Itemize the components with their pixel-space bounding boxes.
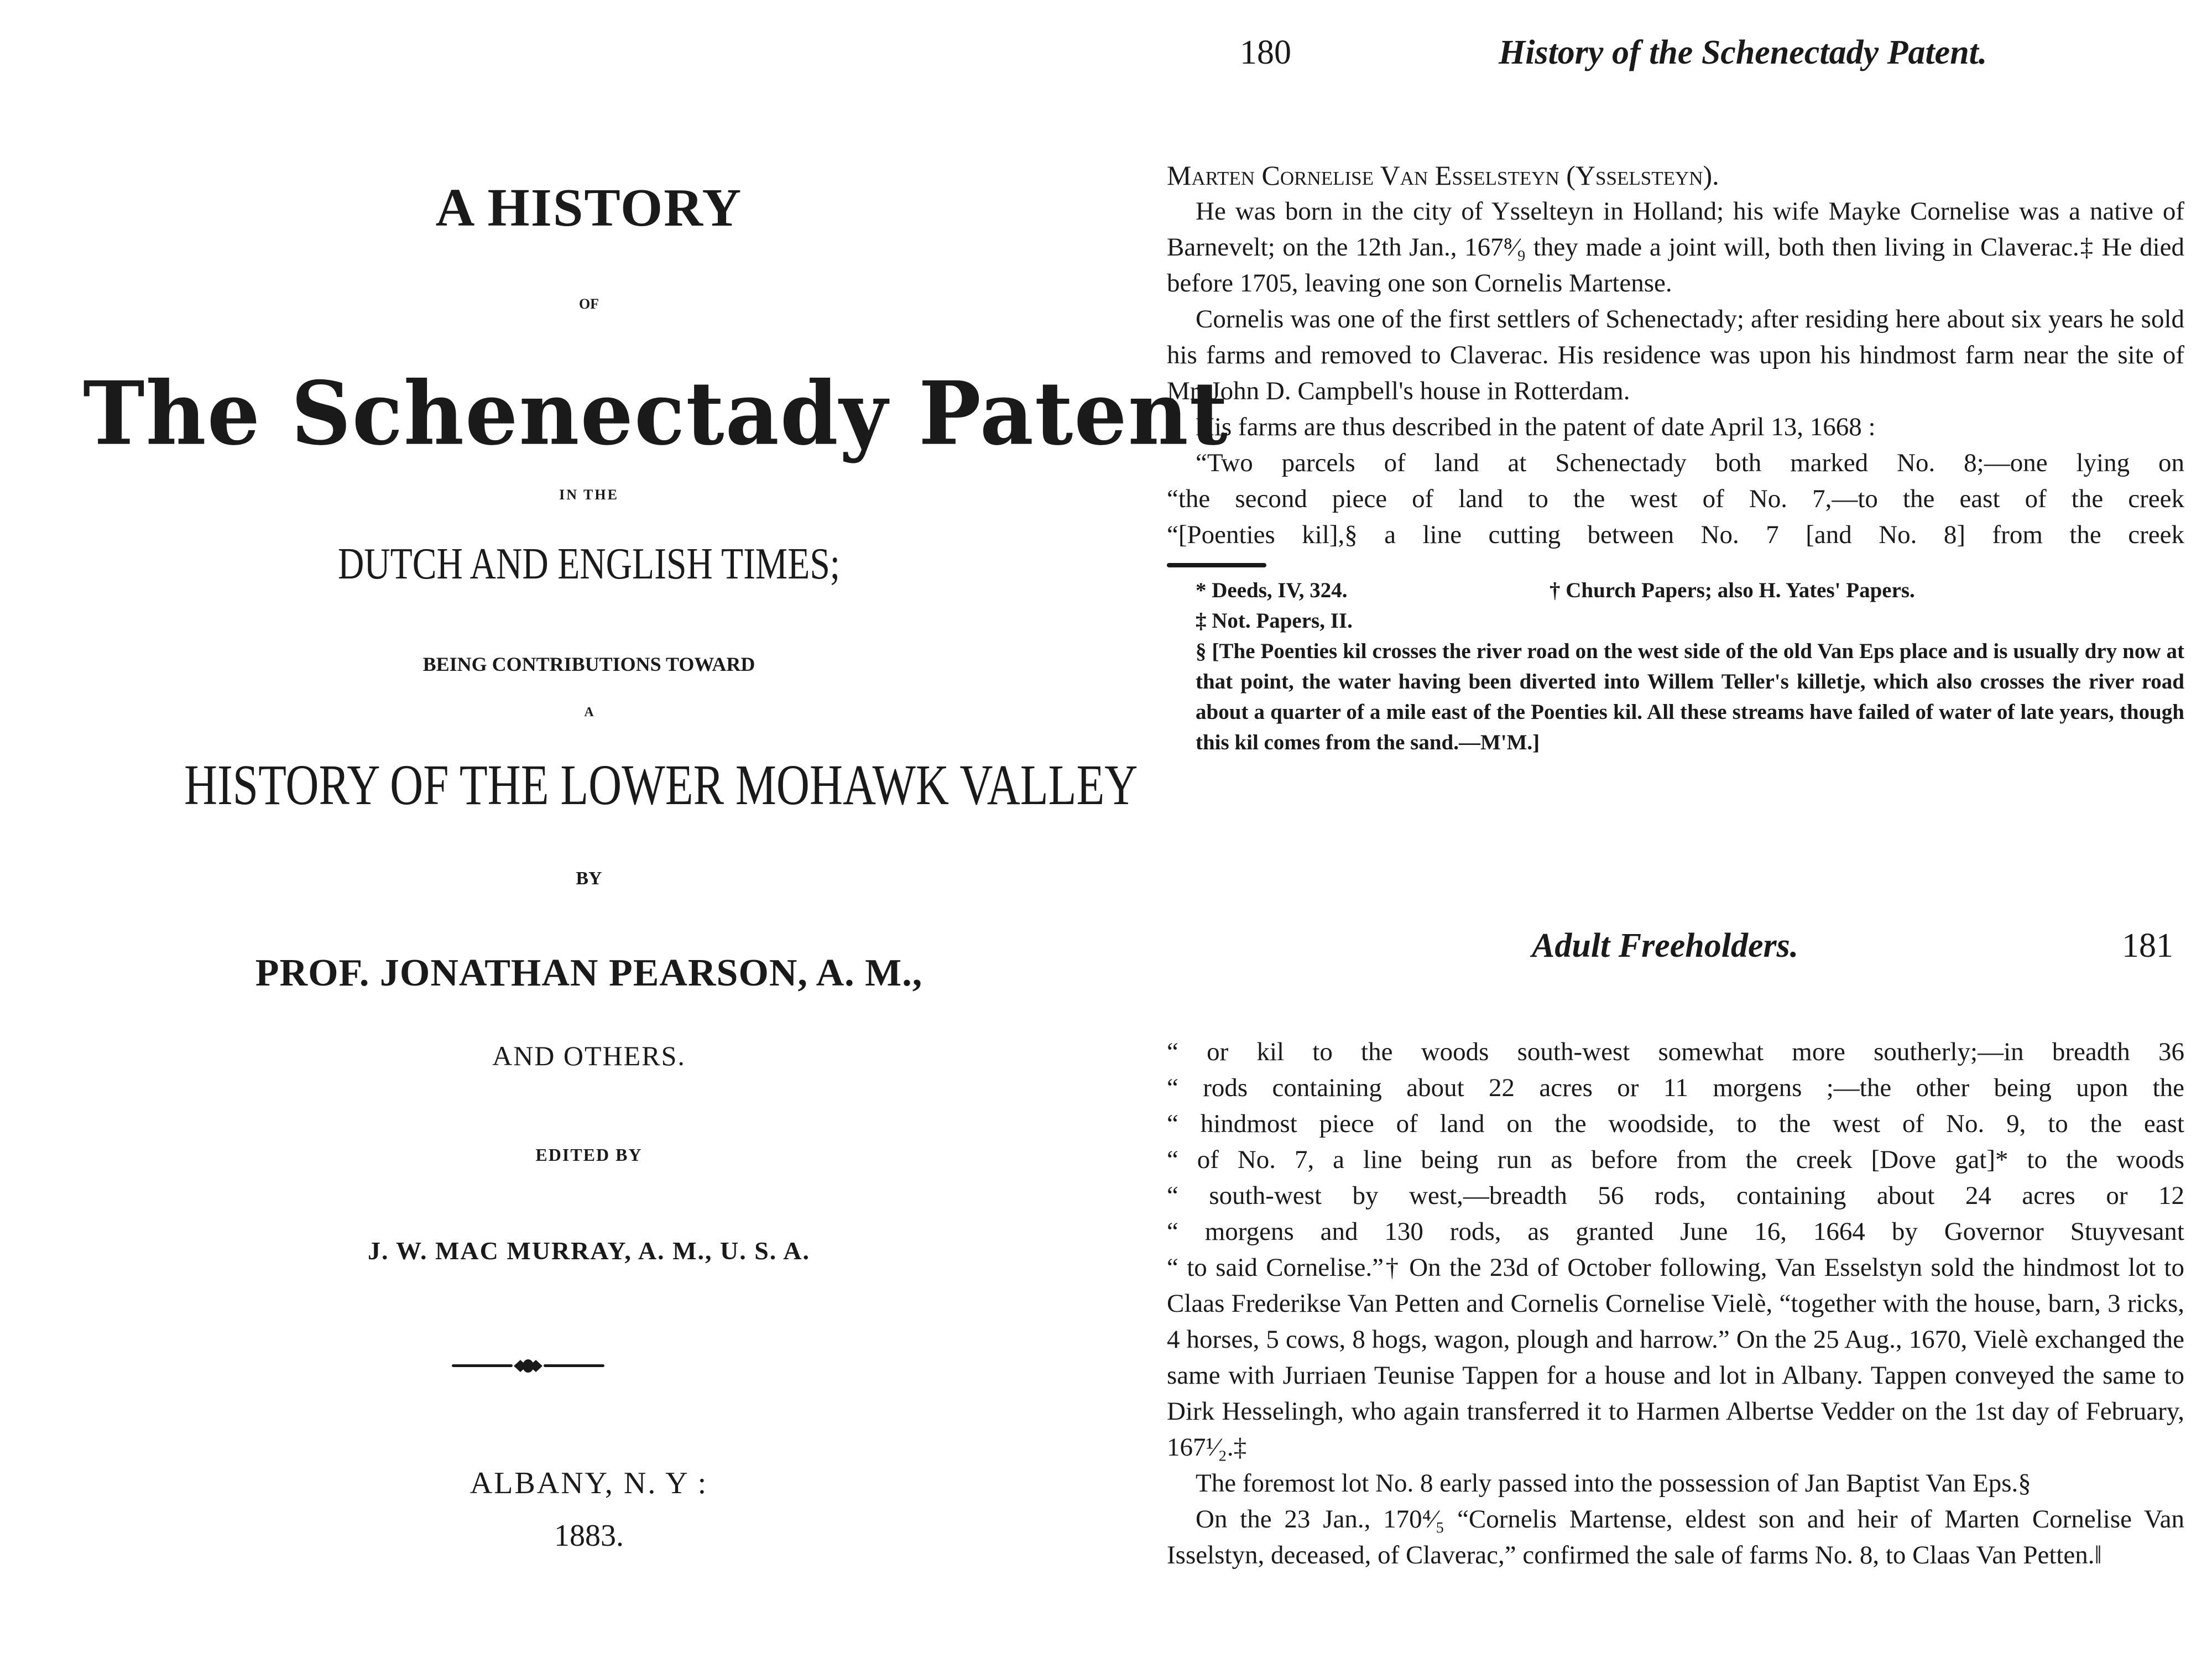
page-body	[1167, 1034, 2184, 1573]
quote-line: “ hindmost piece of land on the woodside, to the west of No. 9, to the east	[1167, 1109, 2184, 1138]
page-number: 180	[1240, 34, 1291, 71]
footnote-divider	[1167, 563, 1266, 567]
quote-line: “Two parcels of land at Schenectady both marked No. 8;—one lying on	[1196, 449, 2184, 477]
quote-line: “ of No. 7, a line being run as before from the creek [Dove gat]* to the woods	[1167, 1145, 2184, 1174]
running-title: History of the Schenectady Patent.	[1499, 34, 1987, 71]
title-place: ALBANY, N. Y :	[469, 1466, 708, 1500]
title-schenectady-patent: The Schenectady Patent	[83, 362, 1229, 465]
title-edited-by: EDITED BY	[535, 1145, 643, 1165]
running-title: Adult Freeholders.	[1532, 927, 1799, 964]
title-a: A	[584, 705, 594, 719]
paragraph: The foremost lot No. 8 early passed into the possession of Jan Baptist Van Eps.§	[1196, 1469, 2031, 1498]
title-dutch-english-times: DUTCH AND ENGLISH TIMES;	[337, 540, 841, 588]
title-lower-mohawk-valley: HISTORY OF THE LOWER MOHAWK VALLEY	[184, 753, 1138, 817]
footnote-church: † Church Papers; also H. Yates' Papers.	[1550, 578, 1915, 602]
title-of: OF	[578, 296, 599, 312]
title-editor: J. W. MAC MURRAY, A. M., U. S. A.	[368, 1237, 810, 1265]
paragraph: Cornelis was one of the first settlers of Schenectady; after residing here about six years he sold his farms and removed to Claverac. His residence was upon his hindmost farm near the site of Mr. John D. Campbell's house in Rotterdam.	[1167, 305, 2184, 405]
title-year: 1883.	[554, 1519, 624, 1553]
title-being-contributions: BEING CONTRIBUTIONS TOWARD	[422, 653, 755, 675]
running-head	[1167, 33, 2184, 83]
page-181	[1167, 926, 2184, 1573]
paragraph: His farms are thus described in the patent of date April 13, 1668 :	[1196, 413, 1876, 441]
quote-line: “ rods containing about 22 acres or 11 morgens ;—the other being upon the	[1167, 1073, 2184, 1102]
ornament-rule-icon	[452, 1358, 604, 1374]
paragraph: On the 23 Jan., 170⁴⁄₅ “Cornelis Martense, eldest son and heir of Marten Cornelise Van Isselstyn, deceased, of Claverac,” confirmed the sale of farms No. 8, to Claas Van Petten.‖	[1167, 1505, 2184, 1569]
title-author: PROF. JONATHAN PEARSON, A. M.,	[255, 952, 923, 994]
footnotes	[1167, 575, 2184, 758]
running-head	[1167, 926, 2184, 976]
section-heading: Marten Cornelise Van Esselsteyn (Ysselsteyn).	[1167, 160, 1719, 191]
quote-line: “ or kil to the woods south-west somewhat more southerly;—in breadth 36	[1167, 1037, 2184, 1066]
footnote-poenties-kil: § [The Poenties kil crosses the river road on the west side of the old Van Eps place and is usually dry now at that point, the water having been diverted into Willem Teller's killetje, which also crosses the river road about a quarter of a mile east of the Poenties kil. All these streams have failed of water of late years, though this kil comes from the sand.—M'M.]	[1196, 639, 2184, 754]
quote-line: “[Poenties kil],§ a line cutting between No. 7 [and No. 8] from the creek	[1167, 520, 2184, 549]
title-by: BY	[576, 868, 602, 889]
title-page	[83, 0, 1229, 1653]
footnote-not-papers: ‡ Not. Papers, II.	[1196, 609, 1353, 633]
page-number: 181	[2122, 927, 2173, 964]
footnote-deeds: * Deeds, IV, 324.	[1196, 578, 1348, 602]
quote-line: “ morgens and 130 rods, as granted June 16, 1664 by Governor Stuyvesant	[1167, 1217, 2184, 1246]
page-body	[1167, 158, 2184, 553]
title-in-the: IN THE	[559, 487, 619, 503]
title-and-others: AND OTHERS.	[492, 1040, 686, 1071]
title-a-history: A HISTORY	[435, 178, 743, 238]
paragraph: He was born in the city of Ysselteyn in Holland; his wife Mayke Cornelise was a native of Barnevelt; on the 12th Jan., 167⁸⁄₉ they made a joint will, both then living in Claverac.‡ He died before 1705, leaving one son Cornelis Martense.	[1167, 197, 2184, 298]
quote-line: “the second piece of land to the west of No. 7,—to the east of the creek	[1167, 484, 2184, 513]
quote-line: “ south-west by west,—breadth 56 rods, containing about 24 acres or 12	[1167, 1181, 2184, 1210]
footnote-row	[1167, 575, 2184, 606]
paragraph: “ to said Cornelise.”† On the 23d of October following, Van Esselstyn sold the hindmost lot to Claas Frederikse Van Petten and Cornelis Cornelise Vielè, “together with the house, barn, 3 ricks, 4 horses, 5 cows, 8 hogs, wagon, plough and harrow.” On the 25 Aug., 1670, Vielè exchanged the same with Jurriaen Teunise Tappen for a house and lot in Albany. Tappen conveyed the same to Dirk Hesselingh, who again transferred it to Harmen Albertse Vedder on the 1st day of February, 167¹⁄₂.‡	[1167, 1253, 2184, 1462]
page-180	[1167, 33, 2184, 758]
